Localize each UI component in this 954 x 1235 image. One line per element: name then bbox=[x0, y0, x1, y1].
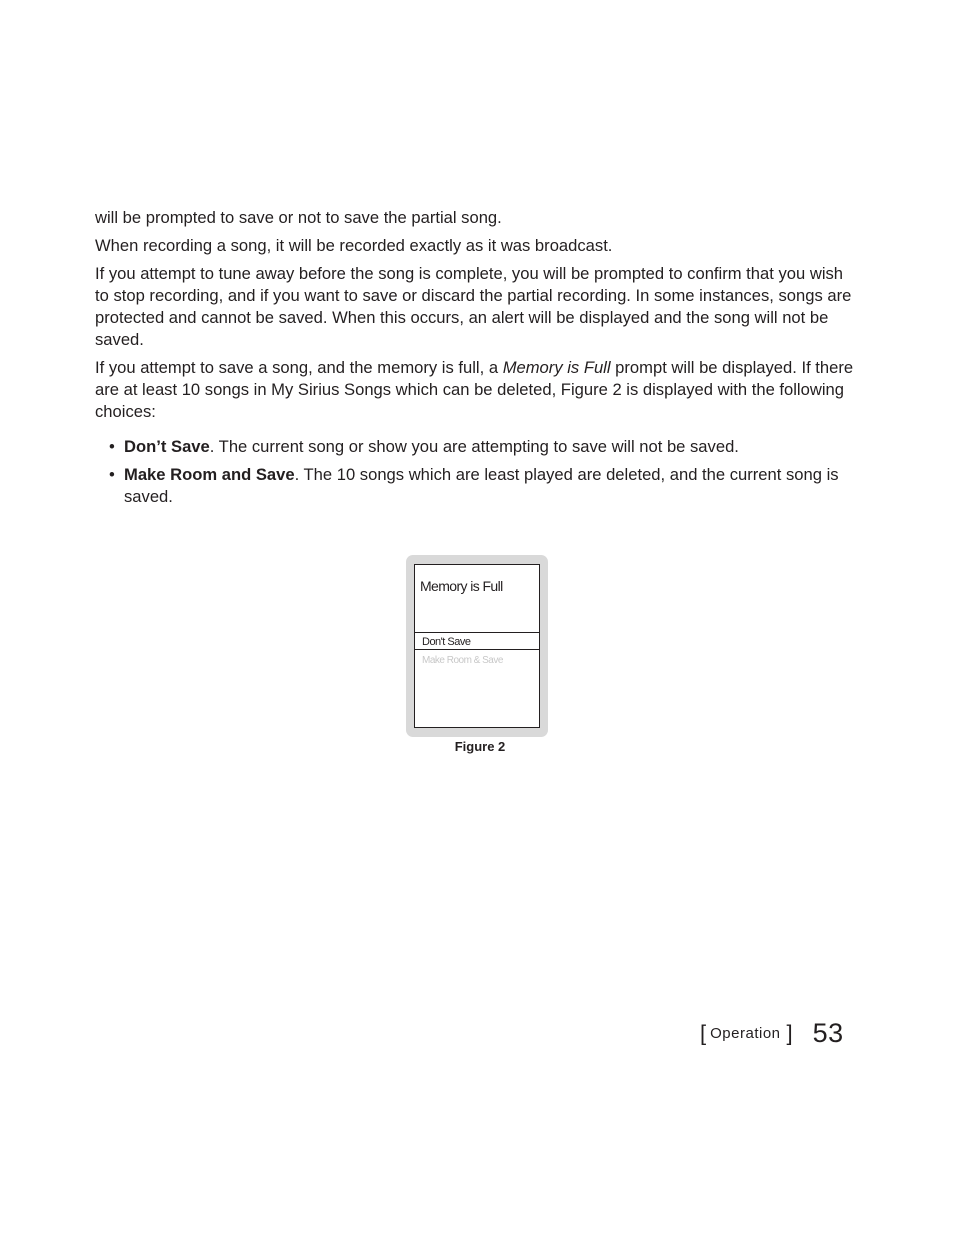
memory-full-prompt-name: Memory is Full bbox=[502, 358, 611, 377]
list-item-make-room bbox=[95, 464, 857, 508]
choices-list bbox=[95, 436, 857, 508]
menu-option-dont-save: Don't Save bbox=[415, 632, 539, 650]
list-item-dont-save bbox=[95, 436, 857, 458]
bullet-marker: • bbox=[109, 437, 115, 456]
device-screen-figure bbox=[406, 555, 548, 737]
device-display bbox=[414, 564, 540, 728]
choice-term: Don’t Save bbox=[124, 437, 210, 456]
body-text bbox=[95, 207, 857, 514]
choice-description: . The 10 songs which are least played are deleted, and the current song is saved. bbox=[124, 465, 839, 506]
menu-option-make-room: Make Room & Save bbox=[422, 655, 503, 666]
paragraph-tune-away: If you attempt to tune away before the song is complete, you will be prompted to confirm that you wish to stop recording, and if you want to save or discard the partial recording. In some instances, songs are protected and cannot be saved. When this occurs, an alert will be displayed and the song will not be saved. bbox=[95, 264, 852, 349]
paragraph-recording: When recording a song, it will be recorded exactly as it was broadcast. bbox=[95, 236, 613, 255]
choice-term: Make Room and Save bbox=[124, 465, 295, 484]
paragraph-memory-full bbox=[95, 357, 857, 423]
page-footer bbox=[700, 1018, 844, 1052]
memory-full-text-after: prompt will be displayed. If there are at least 10 songs in My Sirius Songs which can be deleted, Figure 2 is displayed with the following choices: bbox=[95, 358, 854, 421]
bullet-marker: • bbox=[109, 465, 115, 484]
footer-close-bracket: ] bbox=[786, 1020, 793, 1046]
footer-open-bracket: [ bbox=[700, 1020, 707, 1046]
choice-description: . The current song or show you are attempting to save will not be saved. bbox=[209, 437, 739, 456]
footer-section-name: Operation bbox=[710, 1025, 781, 1042]
figure-caption: Figure 2 bbox=[454, 739, 506, 754]
paragraph-partial-song: will be prompted to save or not to save the partial song. bbox=[95, 208, 502, 227]
screen-title: Memory is Full bbox=[420, 578, 503, 594]
page-number: 53 bbox=[812, 1018, 844, 1048]
memory-full-text-before: If you attempt to save a song, and the memory is full, a bbox=[95, 358, 503, 377]
